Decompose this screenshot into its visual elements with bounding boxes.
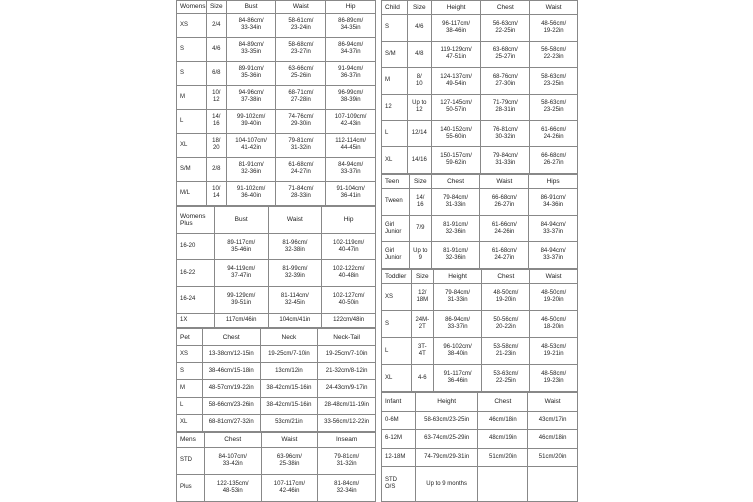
table-row (382, 430, 578, 449)
row-label: XS (382, 284, 412, 311)
table-cell: 99-102cm/ 39-40in (226, 109, 276, 133)
table-cell: 4/6 (206, 37, 226, 61)
infant-table-grid (381, 392, 578, 502)
table-row (382, 68, 578, 94)
table-cell: 24M- 2T (411, 311, 433, 338)
table-cell: 51cm/20in (528, 448, 578, 467)
table-cell: 50-56cm/ 20-22in (482, 311, 530, 338)
table-header-row (177, 329, 376, 346)
table-cell: 127-145cm/ 50-57in (431, 94, 481, 120)
table-row (177, 397, 376, 414)
table-cell: 79-81cm/ 31-32in (318, 447, 376, 474)
row-label: XS (177, 346, 203, 363)
column-header: Waist (268, 207, 322, 234)
table-cell: 46cm/18in (528, 430, 578, 449)
table-cell: 3T- 4T (411, 338, 433, 365)
table-cell: 43cm/17in (528, 411, 578, 430)
row-label: M (177, 85, 207, 109)
column-header: Chest (481, 1, 530, 15)
row-label: M (382, 68, 408, 94)
table-cell: 124-137cm/ 49-54in (431, 68, 481, 94)
table-cell: 58-63cm/ 23-25in (530, 68, 578, 94)
row-label: STD O/S (382, 467, 416, 502)
table-cell: 13cm/12in (260, 363, 318, 380)
column-header: Chest (202, 329, 260, 346)
column-header: Neck (260, 329, 318, 346)
table-cell: 122-135cm/ 48-53in (204, 474, 261, 501)
pet-table-grid (176, 328, 376, 432)
table-row (382, 189, 578, 216)
table-cell: 81-99cm/ 32-39in (268, 260, 322, 287)
table-cell: 81-91cm/ 32-36in (431, 242, 480, 269)
table-row (382, 15, 578, 41)
table-cell: 84-94cm/ 33-37in (529, 242, 578, 269)
column-header: Waist (276, 1, 326, 14)
table-cell: 96-102cm/ 38-40in (433, 338, 482, 365)
table-cell: 2/4 (206, 13, 226, 37)
column-header: Waist (261, 433, 318, 448)
table-cell: 119-129cm/ 47-51in (431, 41, 481, 67)
table-cell: 28-48cm/11-19in (318, 397, 376, 414)
row-label: 12 (382, 94, 408, 120)
table-cell: 48-57cm/19-22in (202, 380, 260, 397)
row-label: XL (177, 414, 203, 431)
table-cell: 53-63cm/ 22-25in (482, 365, 530, 392)
table-row (382, 284, 578, 311)
table-row (177, 109, 376, 133)
table-cell: 81-96cm/ 32-38in (268, 233, 322, 260)
table-cell: 48-58cm/ 19-23in (530, 365, 578, 392)
row-label: S (177, 61, 207, 85)
column-header: Waist (530, 270, 578, 284)
column-header: Waist (528, 393, 578, 412)
table-cell: 58-68cm/ 23-27in (276, 37, 326, 61)
table-row (177, 380, 376, 397)
column-header: Inseam (318, 433, 376, 448)
column-header: Size (411, 270, 433, 284)
row-label: M (177, 380, 203, 397)
row-label: L (177, 109, 207, 133)
table-cell: 86-91cm/ 34-36in (529, 189, 578, 216)
column-header: Teen (382, 175, 410, 189)
child-table-grid (381, 0, 578, 174)
table-row (177, 474, 376, 501)
table-cell: 8/ 10 (407, 68, 431, 94)
row-label: 16-20 (177, 233, 215, 260)
table-cell: 84-86cm/ 33-34in (226, 13, 276, 37)
table-cell: 12/ 18M (411, 284, 433, 311)
column-header: Chest (478, 393, 528, 412)
column-header: Height (415, 393, 478, 412)
table-cell: 150-157cm/ 59-62in (431, 147, 481, 174)
row-label: S/M (177, 157, 207, 181)
table-cell: 79-81cm/ 31-32in (276, 133, 326, 157)
table-cell: Up to 9 months (415, 467, 478, 502)
womens-plus-table-grid (176, 206, 376, 328)
table-cell: 2/8 (206, 157, 226, 181)
table-row (382, 467, 578, 502)
column-header: Hips (529, 175, 578, 189)
table-cell: 13-38cm/12-15in (202, 346, 260, 363)
table-cell: 38-42cm/15-16in (260, 380, 318, 397)
table-cell: 19-25cm/7-10in (318, 346, 376, 363)
womens-table-grid (176, 0, 376, 206)
table-cell: 102-127cm/ 40-50in (322, 287, 376, 314)
table-header-row (382, 270, 578, 284)
table-header-row (382, 1, 578, 15)
row-label: 12-18M (382, 448, 416, 467)
table-cell: 81-91cm/ 32-36in (431, 215, 480, 242)
table-cell: 14/ 16 (206, 109, 226, 133)
table-cell: 84-94cm/ 33-37in (326, 157, 376, 181)
table-cell: 71-84cm/ 28-33in (276, 181, 326, 205)
table-header-row (382, 175, 578, 189)
table-cell: 79-84cm/ 31-33in (431, 189, 480, 216)
table-cell: 58-63cm/ 23-25in (530, 94, 578, 120)
table-cell: 24-43cm/9-17in (318, 380, 376, 397)
table-cell: 86-89cm/ 34-35in (326, 13, 376, 37)
table-row (382, 94, 578, 120)
table-cell: 104-107cm/ 41-42in (226, 133, 276, 157)
table-row (382, 242, 578, 269)
table-cell: 79-84cm/ 31-33in (433, 284, 482, 311)
table-row (177, 313, 376, 327)
table-row (177, 447, 376, 474)
table-row (177, 414, 376, 431)
row-label: L (382, 120, 408, 146)
table-cell (528, 467, 578, 502)
table-row (382, 41, 578, 67)
table-cell: 84-107cm/ 33-42in (204, 447, 261, 474)
table-cell: 10/ 14 (206, 181, 226, 205)
table-cell: 51cm/20in (478, 448, 528, 467)
table-cell: 99-129cm/ 39-51in (214, 287, 268, 314)
table-cell: 21-32cm/8-12in (318, 363, 376, 380)
column-header: Bust (214, 207, 268, 234)
table-cell: 4/8 (407, 41, 431, 67)
table-row (177, 233, 376, 260)
table-cell: 7/9 (409, 215, 431, 242)
teen-size-table (381, 174, 578, 269)
table-cell: 84-94cm/ 33-37in (529, 215, 578, 242)
row-label: S (382, 311, 412, 338)
row-label: S (382, 15, 408, 41)
table-row (382, 120, 578, 146)
table-cell: 91-104cm/ 36-41in (326, 181, 376, 205)
womens-size-table (176, 0, 376, 206)
table-cell: 46cm/18in (478, 411, 528, 430)
table-cell: Up to 9 (409, 242, 431, 269)
column-header: Infant (382, 393, 416, 412)
column-header: Height (431, 1, 481, 15)
table-cell: 102-122cm/ 40-48in (322, 260, 376, 287)
table-cell: Up to 12 (407, 94, 431, 120)
table-cell: 107-109cm/ 42-43in (326, 109, 376, 133)
table-cell: 91-94cm/ 36-37in (326, 61, 376, 85)
table-row (177, 133, 376, 157)
table-cell: 48-56cm/ 19-22in (530, 15, 578, 41)
table-cell: 68-81cm/27-32in (202, 414, 260, 431)
table-cell: 46-50cm/ 18-20in (530, 311, 578, 338)
row-label: S (177, 37, 207, 61)
table-cell: 4-6 (411, 365, 433, 392)
table-header-row (177, 433, 376, 448)
table-row (177, 363, 376, 380)
table-cell: 112-114cm/ 44-45in (326, 133, 376, 157)
table-cell: 71-79cm/ 28-31in (481, 94, 530, 120)
table-cell: 102-119cm/ 40-47in (322, 233, 376, 260)
column-header: Neck-Tail (318, 329, 376, 346)
mens-size-table (176, 432, 376, 502)
table-cell: 91-102cm/ 36-40in (226, 181, 276, 205)
row-label: S (177, 363, 203, 380)
column-header: Womens Plus (177, 207, 215, 234)
column-header: Chest (431, 175, 480, 189)
table-row (382, 448, 578, 467)
table-cell: 58-61cm/ 23-24in (276, 13, 326, 37)
table-cell: 86-94cm/ 34-37in (326, 37, 376, 61)
table-cell: 91-117cm/ 36-46in (433, 365, 482, 392)
toddler-table-grid (381, 269, 578, 392)
table-row (177, 157, 376, 181)
row-label: L (177, 397, 203, 414)
column-header: Size (407, 1, 431, 15)
table-header-row (382, 393, 578, 412)
table-row (177, 61, 376, 85)
row-label: XS (177, 13, 207, 37)
table-cell: 76-81cm/ 30-32in (481, 120, 530, 146)
table-cell: 12/14 (407, 120, 431, 146)
column-header: Mens (177, 433, 205, 448)
table-cell: 74-76cm/ 29-30in (276, 109, 326, 133)
table-cell: 38-46cm/15-18in (202, 363, 260, 380)
table-row (177, 287, 376, 314)
row-label: 6-12M (382, 430, 416, 449)
table-cell: 63-74cm/25-29in (415, 430, 478, 449)
row-label: Tween (382, 189, 410, 216)
row-label: 16-24 (177, 287, 215, 314)
table-cell: 84-89cm/ 33-35in (226, 37, 276, 61)
table-cell: 33-56cm/12-22in (318, 414, 376, 431)
row-label: L (382, 338, 412, 365)
table-row (177, 13, 376, 37)
table-row (382, 365, 578, 392)
column-header: Size (409, 175, 431, 189)
column-header: Hip (326, 1, 376, 14)
table-cell: 81-91cm/ 32-36in (226, 157, 276, 181)
column-header: Chest (482, 270, 530, 284)
column-header: Pet (177, 329, 203, 346)
table-cell: 53cm/21in (260, 414, 318, 431)
table-row (177, 37, 376, 61)
table-cell: 48-50cm/ 19-20in (530, 284, 578, 311)
row-label: 16-22 (177, 260, 215, 287)
row-label: XL (382, 365, 412, 392)
row-label: XL (382, 147, 408, 174)
table-cell: 53-58cm/ 21-23in (482, 338, 530, 365)
column-header: Size (206, 1, 226, 14)
table-cell: 63-68cm/ 25-27in (481, 41, 530, 67)
table-cell: 48-53cm/ 19-21in (530, 338, 578, 365)
row-label: Girl Junior (382, 242, 410, 269)
table-cell: 140-152cm/ 55-60in (431, 120, 481, 146)
table-cell: 89-117cm/ 35-46in (214, 233, 268, 260)
table-row (177, 181, 376, 205)
table-cell: 74-79cm/29-31in (415, 448, 478, 467)
column-header: Height (433, 270, 482, 284)
table-row (177, 260, 376, 287)
table-cell: 14/16 (407, 147, 431, 174)
table-cell: 81-84cm/ 32-34in (318, 474, 376, 501)
table-row (382, 411, 578, 430)
column-header: Toddler (382, 270, 412, 284)
table-cell: 63-66cm/ 25-26in (276, 61, 326, 85)
table-cell: 89-91cm/ 35-36in (226, 61, 276, 85)
table-cell: 81-114cm/ 32-45in (268, 287, 322, 314)
table-row (382, 338, 578, 365)
table-cell: 48cm/19in (478, 430, 528, 449)
table-cell: 66-68cm/ 26-27in (530, 147, 578, 174)
table-header-row (177, 1, 376, 14)
womens-plus-size-table (176, 206, 376, 328)
table-cell: 18/ 20 (206, 133, 226, 157)
table-cell: 19-25cm/7-10in (260, 346, 318, 363)
table-cell: 104cm/41in (268, 313, 322, 327)
row-label: XL (177, 133, 207, 157)
table-cell: 61-66cm/ 24-26in (530, 120, 578, 146)
table-cell: 122cm/48in (322, 313, 376, 327)
table-cell: 38-42cm/15-16in (260, 397, 318, 414)
row-label: 1X (177, 313, 215, 327)
table-cell: 94-119cm/ 37-47in (214, 260, 268, 287)
table-cell: 56-63cm/ 22-25in (481, 15, 530, 41)
table-cell: 61-68cm/ 24-27in (276, 157, 326, 181)
column-header: Waist (530, 1, 578, 15)
row-label: STD (177, 447, 205, 474)
table-row (177, 346, 376, 363)
table-cell: 86-94cm/ 33-37in (433, 311, 482, 338)
table-row (382, 147, 578, 174)
toddler-size-table (381, 269, 578, 392)
table-cell: 10/ 12 (206, 85, 226, 109)
table-cell: 56-58cm/ 22-23in (530, 41, 578, 67)
table-cell: 61-66cm/ 24-26in (480, 215, 529, 242)
pet-size-table (176, 328, 376, 432)
infant-size-table (381, 392, 578, 502)
row-label: S/M (382, 41, 408, 67)
table-cell: 68-71cm/ 27-28in (276, 85, 326, 109)
column-header: Child (382, 1, 408, 15)
table-cell: 14/ 16 (409, 189, 431, 216)
table-row (382, 215, 578, 242)
table-cell (478, 467, 528, 502)
table-row (177, 85, 376, 109)
table-cell: 48-50cm/ 19-20in (482, 284, 530, 311)
column-header: Hip (322, 207, 376, 234)
row-label: M/L (177, 181, 207, 205)
table-cell: 63-96cm/ 25-38in (261, 447, 318, 474)
column-header: Womens (177, 1, 207, 14)
child-size-table (381, 0, 578, 174)
table-cell: 66-68cm/ 26-27in (480, 189, 529, 216)
column-header: Bust (226, 1, 276, 14)
table-cell: 58-63cm/23-25in (415, 411, 478, 430)
table-header-row (177, 207, 376, 234)
table-cell: 96-99cm/ 38-39in (326, 85, 376, 109)
mens-table-grid (176, 432, 376, 502)
table-cell: 79-84cm/ 31-33in (481, 147, 530, 174)
table-cell: 94-96cm/ 37-38in (226, 85, 276, 109)
table-cell: 96-117cm/ 38-46in (431, 15, 481, 41)
row-label: 0-6M (382, 411, 416, 430)
table-cell: 68-76cm/ 27-30in (481, 68, 530, 94)
table-cell: 61-68cm/ 24-27in (480, 242, 529, 269)
table-cell: 58-66cm/23-26in (202, 397, 260, 414)
column-header: Waist (480, 175, 529, 189)
column-header: Chest (204, 433, 261, 448)
table-cell: 117cm/46in (214, 313, 268, 327)
row-label: Girl Junior (382, 215, 410, 242)
table-cell: 6/8 (206, 61, 226, 85)
table-cell: 4/6 (407, 15, 431, 41)
row-label: Plus (177, 474, 205, 501)
teen-table-grid (381, 174, 578, 269)
table-row (382, 311, 578, 338)
table-cell: 107-117cm/ 42-46in (261, 474, 318, 501)
